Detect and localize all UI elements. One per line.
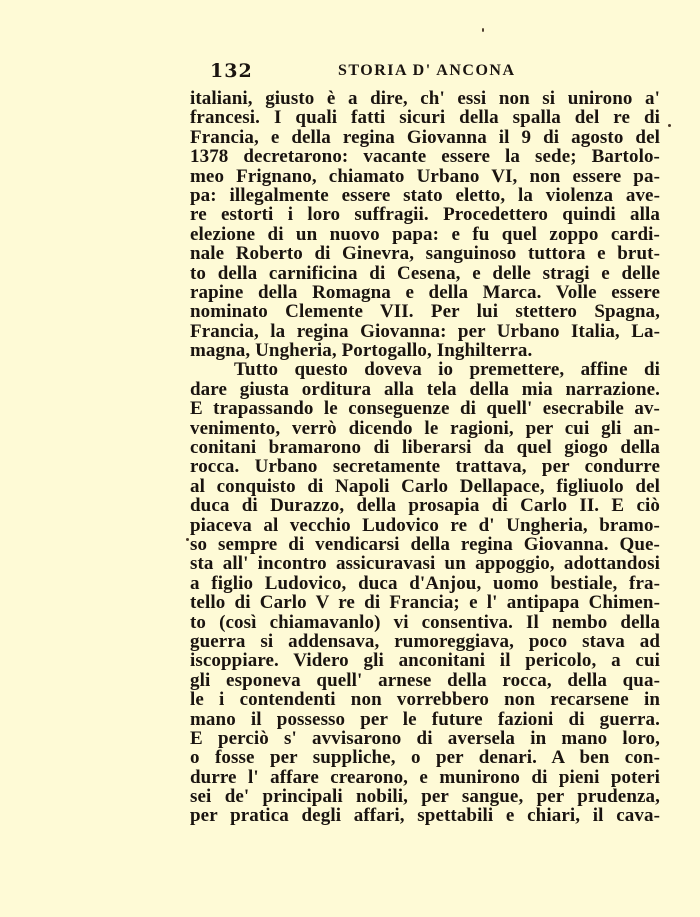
text-line: nominato Clemente VII. Per lui stettero Spagna, <box>190 302 660 322</box>
text-line: guerra si addensava, rumoreggiava, poco stava ad <box>190 631 660 652</box>
text-line: magna, Ungheria, Portogallo, Inghilterra. <box>190 341 533 361</box>
text-line: venimento, verrò dicendo le ragioni, per cui gli an- <box>190 418 660 439</box>
text-line: Francia, e della regina Giovanna il 9 di agosto del <box>190 127 660 148</box>
text-line: nale Roberto di Ginevra, sanguinoso tuttora e brut- <box>190 244 660 264</box>
text-line: elezione di un nuovo papa: e fu quel zoppo cardi- <box>190 224 660 245</box>
text-line: francesi. I quali fatti sicuri della spalla del re di <box>190 108 660 128</box>
text-line: piaceva al vecchio Ludovico re d' Ungheria, bramo- <box>190 515 660 535</box>
text-line: meo Frignano, chiamato Urbano VI, non essere pa- <box>190 166 660 186</box>
text-line: le i contendenti non vorrebbero non recarsene in <box>190 690 660 710</box>
ink-speck <box>186 538 189 541</box>
page-number: 132 <box>210 60 253 82</box>
text-line: so sempre di vendicarsi della regina Giovanna. Que- <box>190 534 660 555</box>
paragraph-start-line: Tutto questo doveva io premettere, affine di <box>234 360 660 380</box>
text-line: sei de' principali nobili, per sangue, per prudenza, <box>190 787 660 807</box>
text-line: to della carnificina di Cesena, e delle stragi e delle <box>190 263 660 283</box>
text-line: al conquisto di Napoli Carlo Dellapace, figliuolo del <box>190 476 660 497</box>
text-line: E trapassando le conseguenze di quell' esecrabile av- <box>190 399 660 419</box>
text-line: iscoppiare. Videro gli anconitani il pericolo, a cui <box>190 651 660 671</box>
running-title: STORIA D' ANCONA <box>338 62 516 79</box>
text-line: gli esponeva quell' arnese della rocca, della qua- <box>190 670 660 691</box>
text-line: durre l' affare crearono, e munirono di pieni poteri <box>190 767 660 788</box>
text-line: pa: illegalmente essere stato eletto, la violenza ave- <box>190 185 660 206</box>
text-line: duca di Durazzo, della prosapia di Carlo II. E ciò <box>190 496 660 516</box>
text-line: conitani bramarono di liberarsi da quel giogo della <box>190 438 660 458</box>
ink-speck <box>668 124 671 127</box>
text-line: rapine della Romagna e della Marca. Volle essere <box>190 282 660 303</box>
text-line: o fosse per suppliche, o per denari. A ben con- <box>190 748 660 768</box>
text-line: italiani, giusto è a dire, ch' essi non si unirono a' <box>190 89 660 109</box>
body-text <box>190 89 660 826</box>
text-line: E perciò s' avvisarono di aversela in mano loro, <box>190 728 660 749</box>
ink-speck <box>482 28 484 32</box>
text-line: per pratica degli affari, spettabili e chiari, il cava- <box>190 806 660 826</box>
text-line: sta all' incontro assicuravasi un appoggio, adottandosi <box>190 554 660 574</box>
text-line: 1378 decretarono: vacante essere la sede; Bartolo- <box>190 147 660 167</box>
text-line: Francia, la regina Giovanna: per Urbano Italia, La- <box>190 321 660 342</box>
text-line: tello di Carlo V re di Francia; e l' antipapa Chimen- <box>190 593 660 613</box>
text-line: to (così chiamavanlo) vi consentiva. Il nembo della <box>190 612 660 632</box>
text-line: dare giusta orditura alla tela della mia narrazione. <box>190 379 660 400</box>
page-header <box>188 52 658 82</box>
text-line: mano il possesso per le future fazioni di guerra. <box>190 709 660 729</box>
text-line: re estorti i loro suffragii. Procedettero quindi alla <box>190 205 660 225</box>
text-line: rocca. Urbano secretamente trattava, per condurre <box>190 457 660 477</box>
text-line: a figlio Ludovico, duca d'Anjou, uomo bestiale, fra- <box>190 573 660 594</box>
